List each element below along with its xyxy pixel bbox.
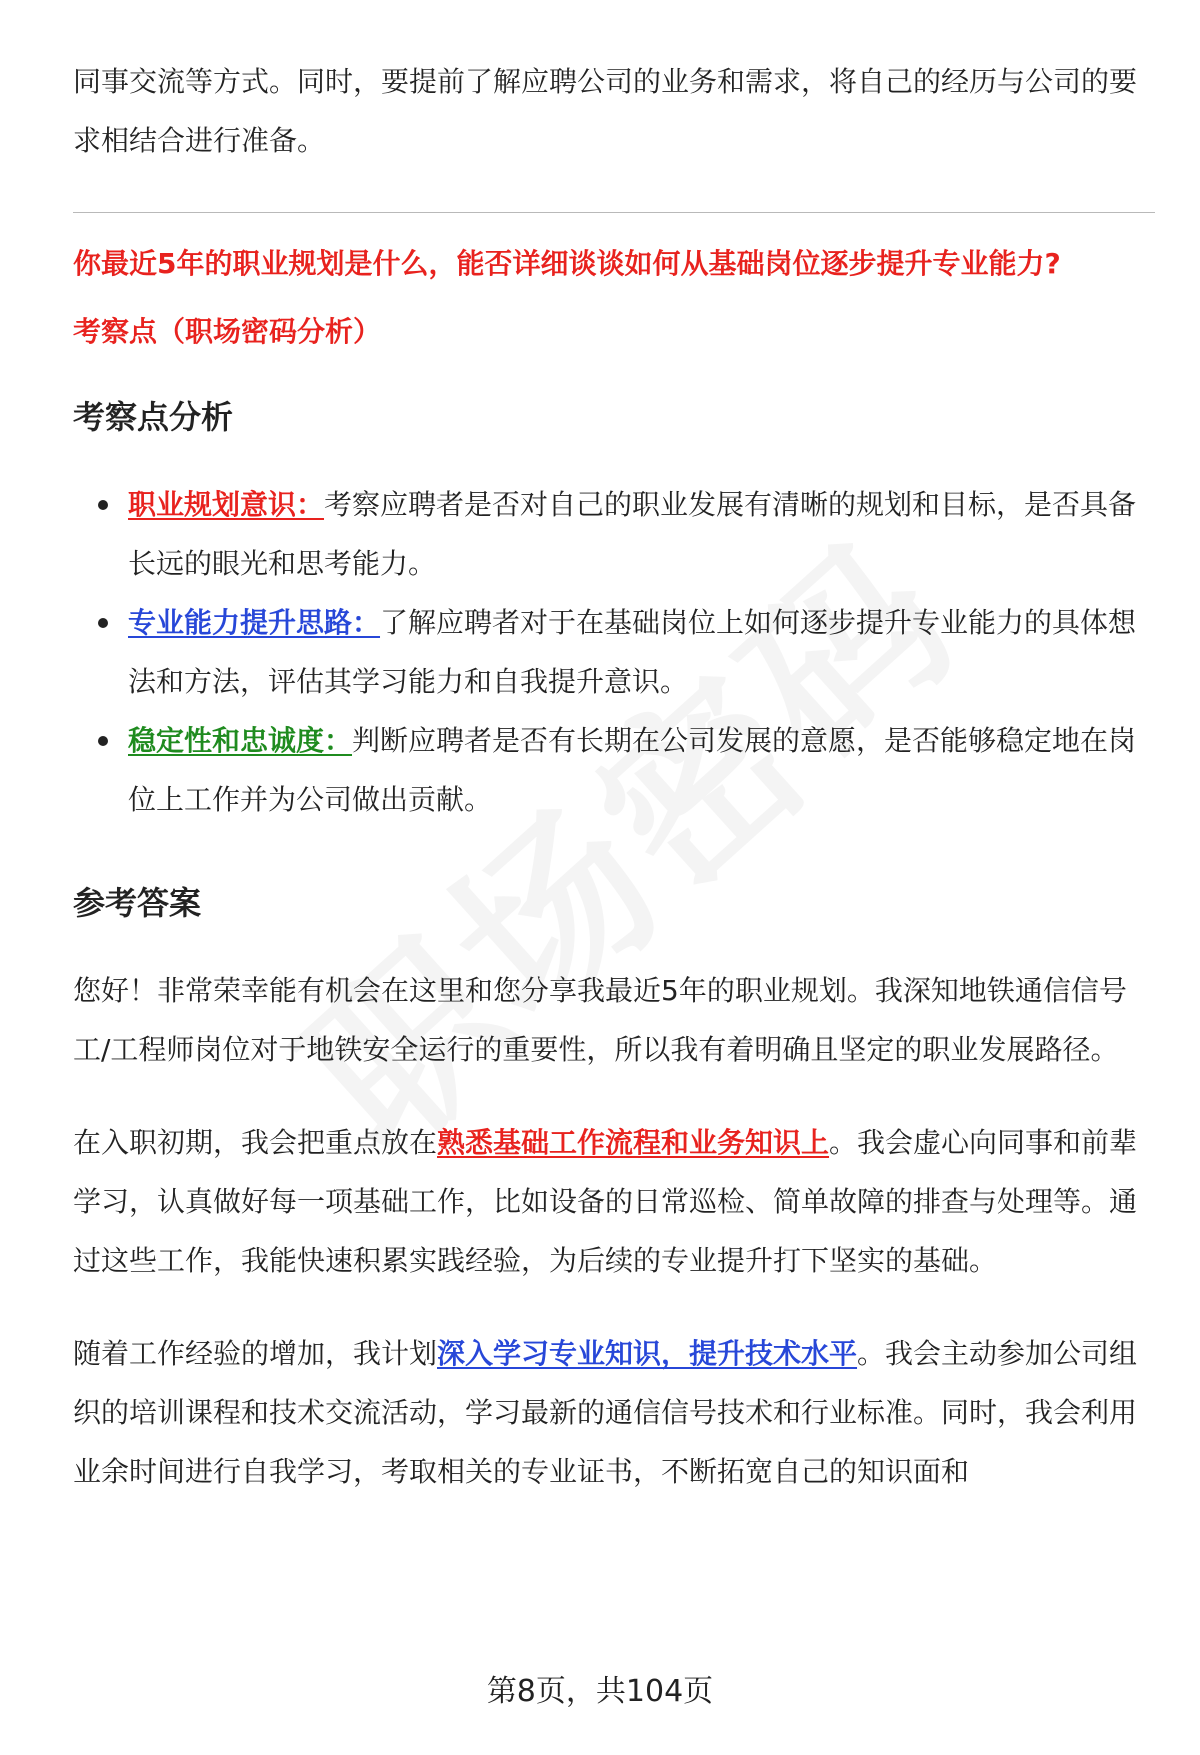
section-divider [73,212,1155,213]
list-item [73,475,1148,593]
analysis-points-list [73,475,1148,829]
question-title: 你最近5年的职业规划是什么，能否详细谈谈如何从基础岗位逐步提升专业能力? [73,247,1061,280]
intro-paragraph: 同事交流等方式。同时，要提前了解应聘公司的业务和需求，将自己的经历与公司的要求相结合进行准备。 [73,65,1138,157]
highlight-phrase: 熟悉基础工作流程和业务知识上 [437,1126,830,1159]
answer-paragraph-3 [73,1324,1148,1501]
point-keyword: 职业规划意识： [128,488,325,521]
answer-paragraph-2 [73,1113,1148,1290]
highlight-phrase: 深入学习专业知识，提升技术水平 [437,1337,858,1370]
page-number-footer: 第8页，共104页 [486,1674,714,1709]
question-subtitle: 考察点（职场密码分析） [73,315,382,348]
paragraph-text: 。我会主动参加公司组织的培训课程和技术交流活动，学习最新的通信信号技术和行业标准。同时，我会利用业余时间进行自我学习，考取相关的专业证书，不断拓宽自己的知识面和 [73,1337,1138,1488]
answer-heading: 参考答案 [73,884,202,922]
list-item [73,593,1148,711]
point-keyword: 稳定性和忠诚度： [128,724,353,757]
list-item [73,711,1148,829]
point-text: 了解应聘者对于在基础岗位上如何逐步提升专业能力的具体想法和方法，评估其学习能力和自我提升意识。 [128,606,1137,698]
document-body [73,52,1148,1535]
point-text: 考察应聘者是否对自己的职业发展有清晰的规划和目标，是否具备长远的眼光和思考能力。 [128,488,1137,580]
analysis-heading: 考察点分析 [73,398,234,436]
paragraph-text: 在入职初期，我会把重点放在 [73,1126,438,1159]
point-text: 判断应聘者是否有长期在公司发展的意愿，是否能够稳定地在岗位上工作并为公司做出贡献。 [128,724,1137,816]
paragraph-text: 随着工作经验的增加，我计划 [73,1337,438,1370]
answer-paragraph-1: 您好！非常荣幸能有机会在这里和您分享我最近5年的职业规划。我深知地铁通信信号工/工程师岗位对于地铁安全运行的重要性，所以我有着明确且坚定的职业发展路径。 [73,974,1127,1066]
point-keyword: 专业能力提升思路： [128,606,381,639]
paragraph-text: 。我会虚心向同事和前辈学习，认真做好每一项基础工作，比如设备的日常巡检、简单故障的排查与处理等。通过这些工作，我能快速积累实践经验，为后续的专业提升打下坚实的基础。 [73,1126,1138,1277]
